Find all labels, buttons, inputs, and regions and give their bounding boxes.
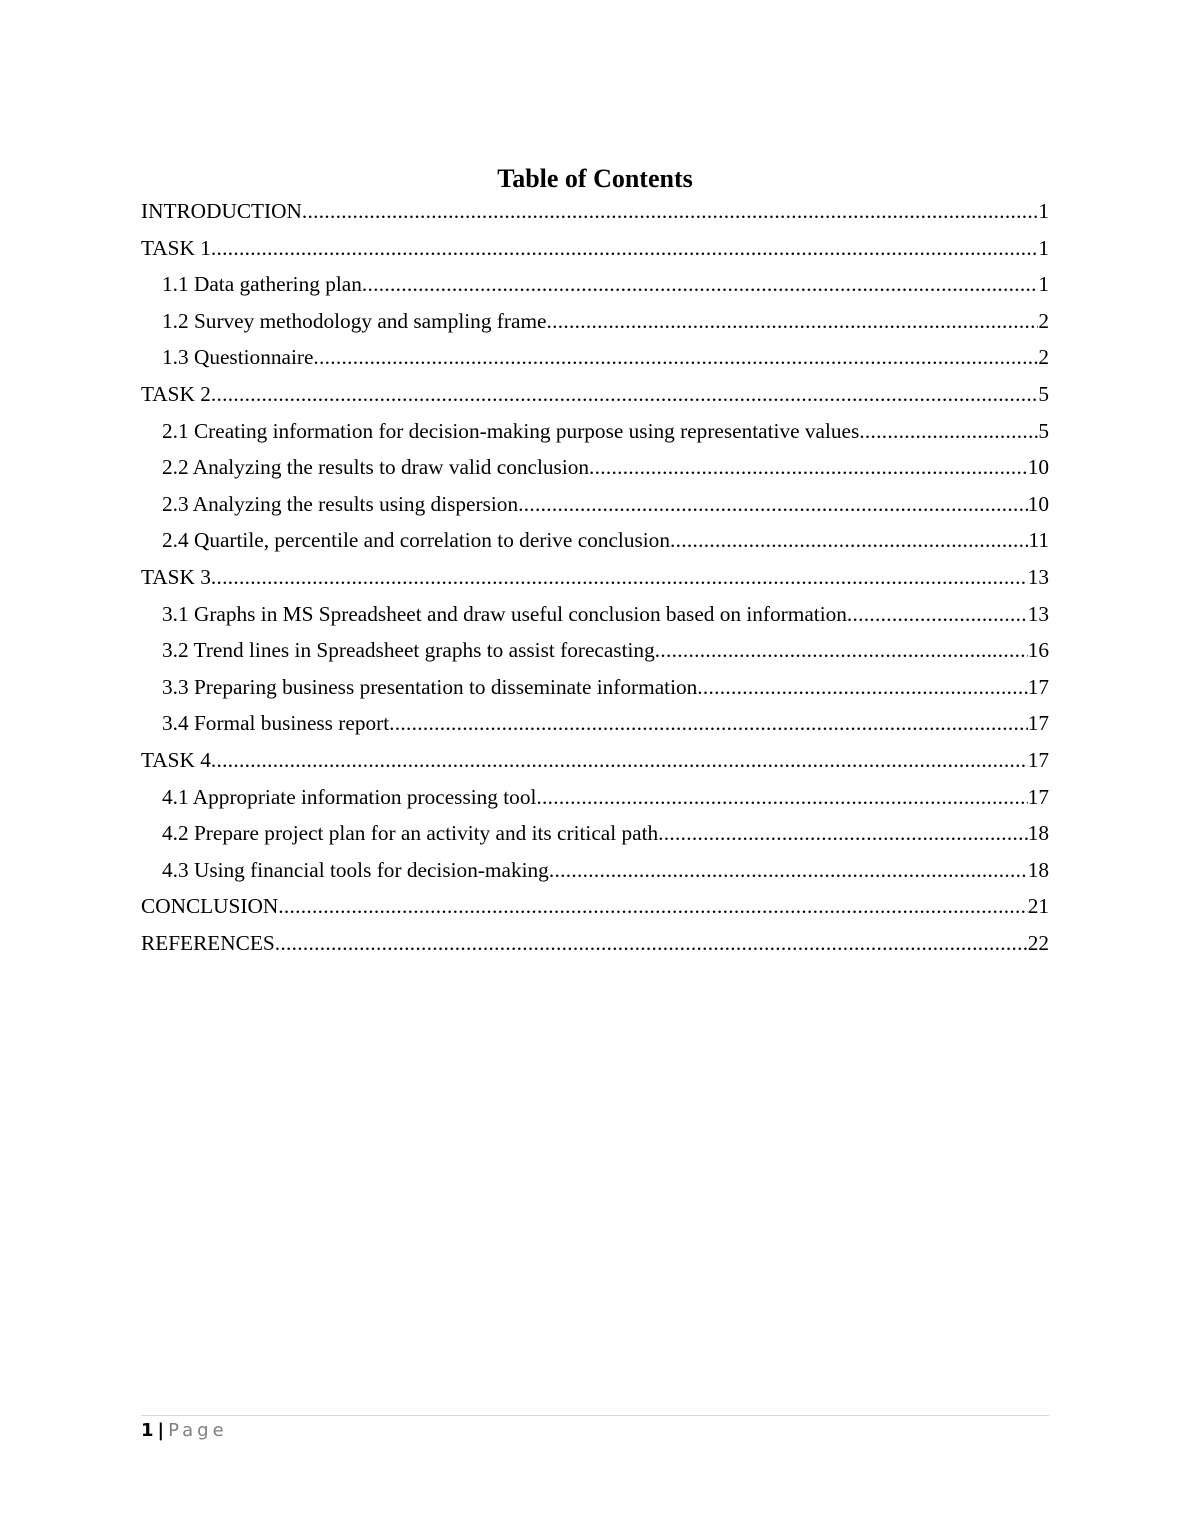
toc-leader-dots [847, 596, 1028, 633]
toc-entry-label: 2.1 Creating information for decision-making purpose using representative values [162, 418, 860, 443]
toc-entry-2-3[interactable] [141, 486, 1049, 523]
toc-entry-conclusion[interactable] [141, 888, 1049, 925]
toc-entry-3-3[interactable] [141, 669, 1049, 706]
toc-entry-1-2[interactable] [141, 303, 1049, 340]
toc-entry-page: 17 [1027, 711, 1049, 736]
toc-entry-label: 3.3 Preparing business presentation to disseminate information [162, 674, 698, 699]
toc-entry-references[interactable] [141, 925, 1049, 962]
toc-entry-page: 13 [1027, 564, 1049, 589]
toc-entry-page: 21 [1027, 894, 1049, 919]
toc-entry-task-4[interactable] [141, 742, 1049, 779]
toc-leader-dots [313, 339, 1038, 376]
toc-entry-page: 2 [1038, 345, 1049, 370]
footer-divider [141, 1415, 1049, 1416]
toc-entry-page: 11 [1028, 528, 1049, 553]
toc-entry-label: 2.2 Analyzing the results to draw valid conclusion [162, 455, 590, 480]
toc-entry-page: 1 [1038, 199, 1049, 223]
toc-entry-4-1[interactable] [141, 779, 1049, 816]
toc-entry-page: 1 [1038, 272, 1049, 297]
toc-entry-page: 10 [1027, 491, 1049, 516]
toc-leader-dots [697, 669, 1027, 706]
toc-entry-page: 17 [1027, 747, 1049, 772]
toc-leader-dots [546, 303, 1038, 340]
toc-entry-page: 22 [1027, 930, 1049, 955]
toc-entry-task-2[interactable] [141, 376, 1049, 413]
toc-entry-2-1[interactable] [141, 413, 1049, 450]
toc-leader-dots [302, 193, 1038, 230]
toc-leader-dots [670, 522, 1029, 559]
toc-entry-page: 16 [1027, 638, 1049, 663]
toc-entry-label: 4.3 Using financial tools for decision-making [162, 857, 549, 882]
toc-leader-dots [362, 266, 1038, 303]
toc-entry-2-4[interactable] [141, 522, 1049, 559]
toc-entry-page: 18 [1027, 821, 1049, 846]
toc-entry-label: 1.2 Survey methodology and sampling frame [162, 308, 547, 333]
toc-entry-label: 3.4 Formal business report [162, 711, 390, 736]
toc-entry-label: CONCLUSION [141, 894, 279, 919]
toc-entry-label: TASK 4 [141, 747, 211, 772]
toc-entry-task-3[interactable] [141, 559, 1049, 596]
toc-entry-3-4[interactable] [141, 705, 1049, 742]
toc-leader-dots [589, 449, 1028, 486]
footer-separator: | [157, 1420, 165, 1441]
toc-leader-dots [389, 705, 1028, 742]
toc-entry-3-2[interactable] [141, 632, 1049, 669]
toc-entry-page: 10 [1027, 455, 1049, 480]
toc-leader-dots [211, 376, 1038, 413]
toc-entry-4-3[interactable] [141, 852, 1049, 889]
toc-entry-3-1[interactable] [141, 596, 1049, 633]
toc-leader-dots [658, 815, 1028, 852]
toc-entry-page: 1 [1038, 235, 1049, 260]
toc-entry-page: 17 [1027, 674, 1049, 699]
toc-entry-1-3[interactable] [141, 339, 1049, 376]
toc-entry-page: 18 [1027, 857, 1049, 882]
toc-entry-4-2[interactable] [141, 815, 1049, 852]
toc-entry-page: 13 [1027, 601, 1049, 626]
toc-title: Table of Contents [497, 164, 693, 193]
footer-page-number: 1 [141, 1420, 154, 1441]
toc-leader-dots [518, 486, 1028, 523]
toc-list [141, 193, 1049, 961]
toc-entry-label: 4.1 Appropriate information processing tool [162, 784, 537, 809]
toc-entry-page: 5 [1038, 418, 1049, 443]
toc-entry-label: 4.2 Prepare project plan for an activity and its critical path [162, 821, 659, 846]
toc-entry-label: 2.4 Quartile, percentile and correlation to derive conclusion [162, 528, 670, 553]
footer-page-word: Page [168, 1420, 228, 1441]
toc-entry-1-1[interactable] [141, 266, 1049, 303]
toc-entry-task-1[interactable] [141, 230, 1049, 267]
toc-entry-label: 3.2 Trend lines in Spreadsheet graphs to assist forecasting [162, 638, 655, 663]
toc-leader-dots [655, 632, 1028, 669]
toc-leader-dots [211, 742, 1028, 779]
toc-entry-introduction[interactable] [141, 193, 1049, 230]
toc-entry-page: 5 [1038, 381, 1049, 406]
toc-entry-page: 2 [1038, 308, 1049, 333]
toc-entry-2-2[interactable] [141, 449, 1049, 486]
toc-entry-label: 1.1 Data gathering plan [162, 272, 362, 297]
toc-entry-page: 17 [1027, 784, 1049, 809]
toc-entry-label: INTRODUCTION [141, 199, 302, 223]
toc-entry-label: TASK 3 [141, 564, 211, 589]
toc-leader-dots [549, 852, 1028, 889]
toc-leader-dots [275, 925, 1028, 962]
toc-leader-dots [859, 413, 1038, 450]
toc-entry-label: 2.3 Analyzing the results using dispersion [162, 491, 519, 516]
toc-entry-label: TASK 2 [141, 381, 211, 406]
page-footer [141, 1418, 228, 1444]
toc-leader-dots [211, 559, 1028, 596]
toc-entry-label: 1.3 Questionnaire [162, 345, 314, 370]
toc-entry-label: 3.1 Graphs in MS Spreadsheet and draw useful conclusion based on information [162, 601, 847, 626]
toc-entry-label: REFERENCES [141, 930, 275, 955]
toc-leader-dots [278, 888, 1027, 925]
toc-leader-dots [211, 230, 1038, 267]
toc-leader-dots [536, 779, 1027, 816]
toc-entry-label: TASK 1 [141, 235, 211, 260]
